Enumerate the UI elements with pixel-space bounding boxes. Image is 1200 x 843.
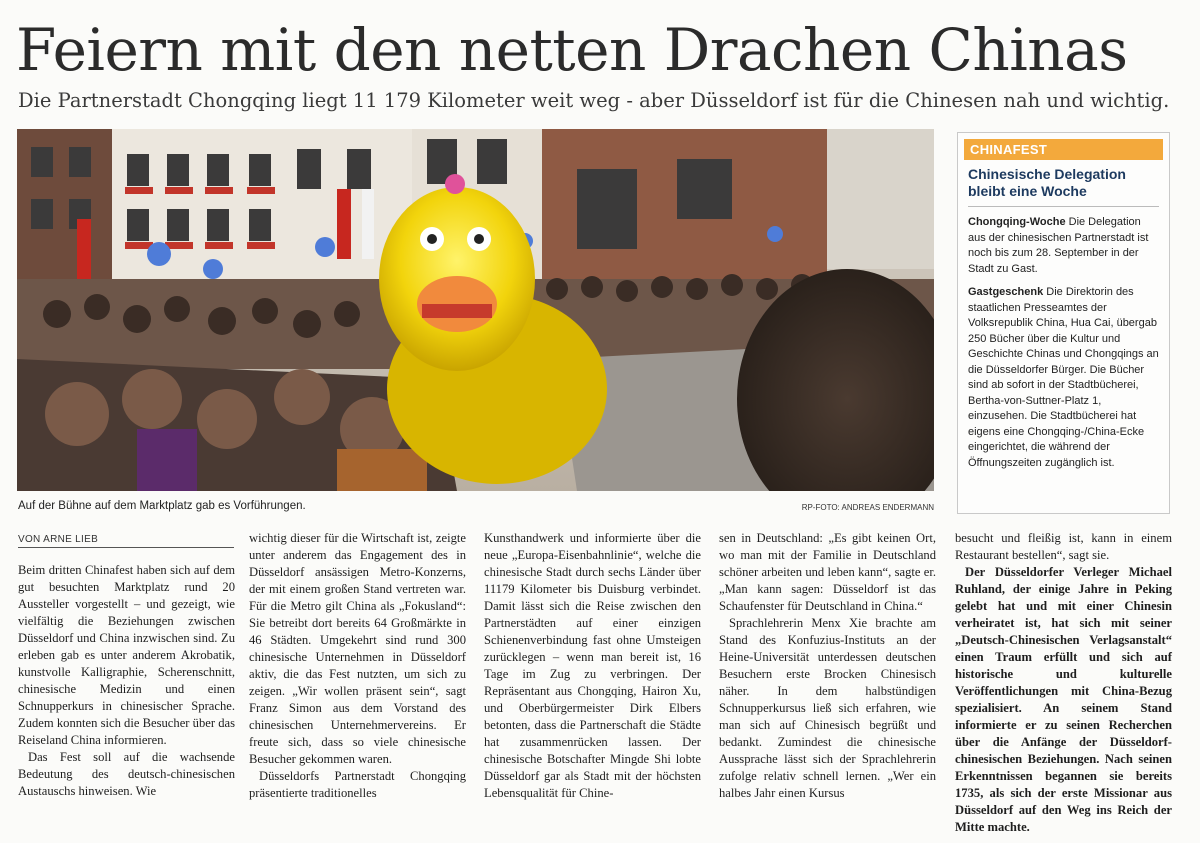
article-column-2 <box>249 530 466 802</box>
paragraph: Das Fest soll auf die wachsende Bedeutung des deutsch-chinesischen Austauschs hinweisen. Wie <box>18 750 235 798</box>
paragraph: Der Düsseldorfer Verleger Michael Ruhland, der einige Jahre in Peking gelebt hat und mit einer Chinesin verheiratet ist, hat sich mit seiner „Deutsch-Chinesischen Verlagsanstalt“ einen Traum erfüllt und sich auf historische und kulturelle Veröffentlichungen mit China-Bezug spezialisiert. An seinem Stand informierte er zu seinen Recherchen über die Anfänge der Düsseldorf-chinesischen Beziehungen. Nach seinen Erkenntnissen begannen sie bereits 1735, als sich der erste Missionar aus Düsseldorf auf den Weg ins Reich der Mitte machte. <box>955 565 1172 834</box>
info-box-item <box>968 285 1159 471</box>
paragraph: Beim dritten Chinafest haben sich auf dem gut besuchten Marktplatz rund 20 Aussteller vorgestellt – und gezeigt, wie vielfältig die Beziehungen zwischen Düsseldorf und China inzwischen sind. Zu erleben gab es unter anderem Akrobatik, kunstvolle Kalligraphie, Scherenschnitt, chinesische Medizin und einen Schnupperkurs in chinesischer Sprache. Zudem konnten sich die Besucher über das Reiseland China informieren. <box>18 563 235 747</box>
info-box-item-text: Die Delegation aus der chinesischen Partnerstadt ist noch bis zum 28. September in der Stadt zu Gast. <box>968 216 1149 275</box>
paragraph: sen in Deutschland: „Es gibt keinen Ort, wo man mit der Familie in Deutschland schöner arbeiten und leben kann“, sagte er. „Man kann sagen: Düsseldorf ist das Schaufenster für Deutschland in China.“ <box>719 531 936 613</box>
paragraph: besucht und fleißig ist, kann in einem Restaurant bestellen“, sagt sie. <box>955 531 1172 562</box>
paragraph: Düsseldorfs Partnerstadt Chongqing präsentierte traditionelles <box>249 769 466 800</box>
info-box-item-lead: Gastgeschenk <box>968 286 1044 298</box>
info-box-tag: CHINAFEST <box>964 139 1163 160</box>
subheadline: Die Partnerstadt Chongqing liegt 11 179 Kilometer weit weg - aber Düsseldorf ist für die Chinesen nah und wichtig. <box>18 89 1170 112</box>
info-box-item-lead: Chongqing-Woche <box>968 216 1066 228</box>
info-box-item <box>968 215 1159 277</box>
article-column-4 <box>719 530 936 802</box>
photo-credit: RP-FOTO: ANDREAS ENDERMANN <box>801 503 934 512</box>
byline: VON ARNE LIEB <box>18 534 234 548</box>
headline: Feiern mit den netten Drachen Chinas <box>16 16 1128 84</box>
article-column-3 <box>484 530 701 802</box>
paragraph: Kunsthandwerk und informierte über die neue „Europa-Eisenbahnlinie“, welche die chinesische Stadt durch sechs Länder über 11179 Kilometer bis Duisburg verbindet. Damit lässt sich die Reise zwischen den Partnerstädten auf einer einzigen Schienenverbindung fast ohne Umsteigen zurücklegen – wenn man bereit ist, 16 Tage im Zug zu verbringen. Der Repräsentant aus Chongqing, Hairon Xu, und Oberbürgermeister Dirk Elbers betonten, dass die Partnerschaft die Städte hat zusammenrücken lassen. Der chinesische Botschafter Mingde Shi lobte Düsseldorf gar als Stadt mit der höchsten Lebensqualität für Chine- <box>484 531 701 800</box>
info-box <box>957 132 1170 514</box>
article-column-5 <box>955 530 1172 836</box>
photo-illustration <box>17 129 934 491</box>
info-box-item-text: Die Direktorin des staatlichen Presseamtes der Volksrepublik China, Hua Cai, übergab 250 Bücher über die Kultur und Geschichte Chinas und Chongqings an die Düsseldorfer Bürger. Die Bücher sind ab sofort in der Stadtbücherei, Bertha-von-Suttner-Platz 1, einzusehen. Die Stadtbücherei hat eigens eine Chongqing-/China-Ecke eingerichtet, die während der Öffnungszeiten zugänglich ist. <box>968 286 1159 469</box>
info-box-divider <box>968 206 1159 207</box>
paragraph: Sprachlehrerin Menx Xie brachte am Stand des Konfuzius-Instituts an der Heine-Universität unterdessen deutschen Besuchern erste Brocken Chinesisch näher. In dem halbstündigen Schnupperkursus ließ sich erfahren, wie man sich auf Chinesisch begrüßt und bedankt. Zumindest die chinesische Aussprache lässt sich der Sprachlehrerin zufolge relativ schnell lernen. „Wer ein halbes Jahr einen Kursus <box>719 616 936 800</box>
article-column-1 <box>18 562 235 800</box>
lion-dance-photo <box>17 129 934 491</box>
photo-caption: Auf der Bühne auf dem Marktplatz gab es Vorführungen. <box>18 500 306 512</box>
paragraph: wichtig dieser für die Wirtschaft ist, zeigte unter anderem das Engagement des in Düsseldorf ansässigen Metro-Konzerns, der mit einem großen Stand vertreten war. Für die Metro gilt China als „Fokusland“: Sie betreibt dort bereits 64 Großmärkte in 46 Städten. Umgekehrt sind rund 300 chinesische Unternehmen in Düsseldorf aktiv, die das Fest nutzten, um sich zu zeigen. „Wir wollen präsent sein“, sagt Franz Simon aus dem Vorstand des chinesischen Unternehmervereins. Er freute sich, dass so viele chinesische Besucher gekommen waren. <box>249 531 466 766</box>
info-box-title: Chinesische Delegation bleibt eine Woche <box>968 166 1126 199</box>
